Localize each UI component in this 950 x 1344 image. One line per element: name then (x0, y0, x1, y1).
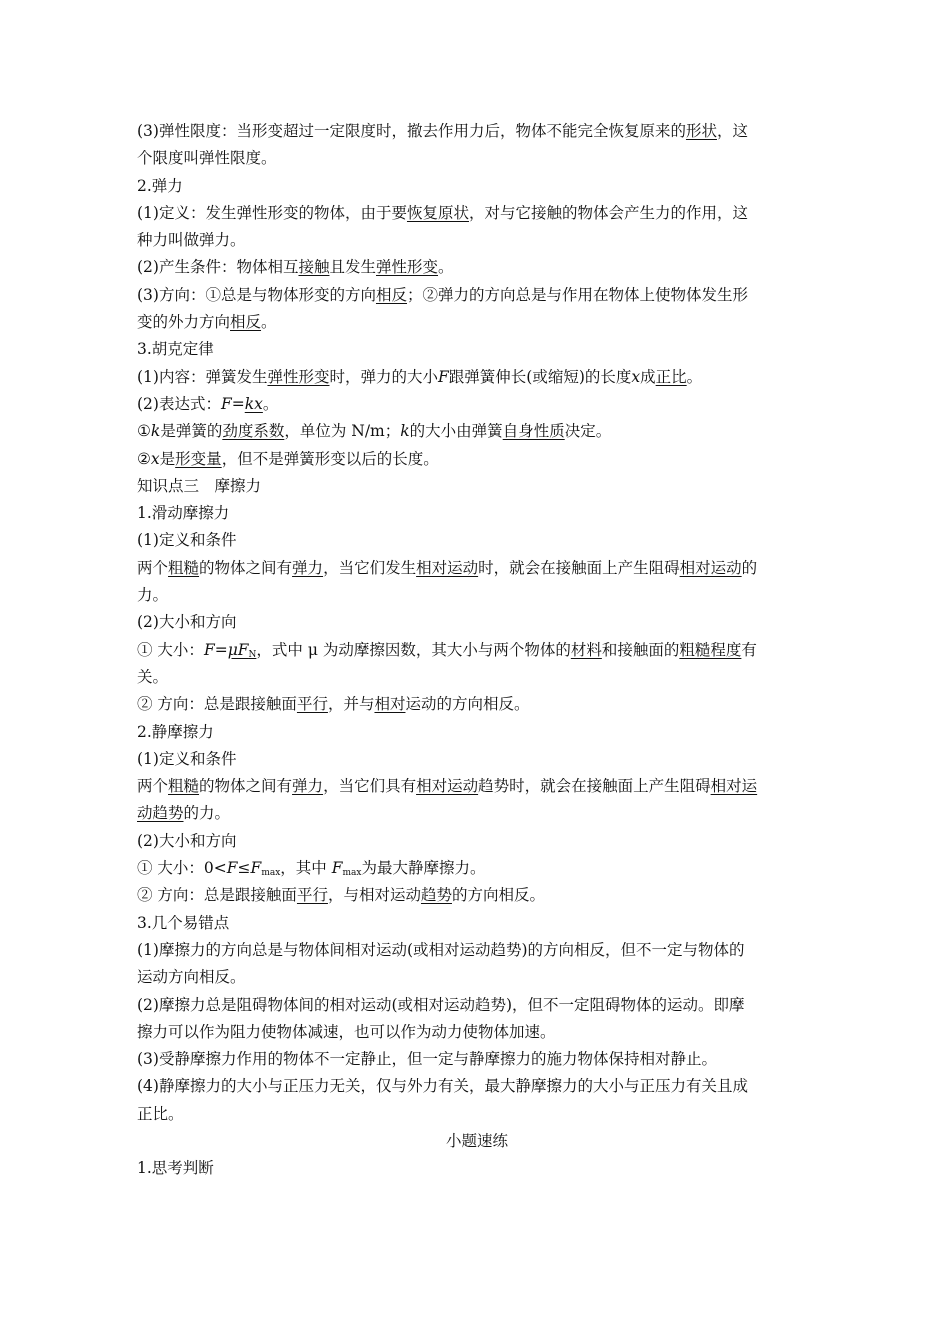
text: 。 (686, 367, 703, 386)
text: ；②弹力的方向总是与作用在物体上使物体发生形 (406, 285, 748, 304)
text-line (137, 418, 817, 445)
text-line (137, 691, 817, 718)
answer-blank: 弹力 (292, 558, 324, 577)
answer-blank: 粗糙 (168, 777, 200, 796)
text: ，当它们具有 (323, 777, 417, 796)
text-line (137, 282, 817, 309)
text: ① (137, 422, 151, 441)
text: 变的外力方向 (137, 313, 231, 332)
subscript: max (342, 868, 362, 879)
section-heading: 3.几个易错点 (137, 913, 230, 932)
text: ，其中 (280, 859, 332, 878)
text-line: 个限度叫弹性限度。 (137, 149, 277, 168)
answer-blank: 恢复原状 (406, 203, 469, 222)
math-var: x (150, 449, 160, 468)
text: ，并与 (327, 695, 375, 714)
text: ≤ (237, 859, 251, 878)
document-body (137, 118, 817, 1183)
text-line (137, 254, 817, 281)
text: 的物体之间有 (199, 558, 293, 577)
text: 。 (261, 313, 277, 332)
text-line (137, 118, 817, 145)
answer-blank: 趋势 (420, 886, 452, 905)
text: 时，就会在接触面上产生阻碍 (478, 558, 680, 577)
text: 趋势时，就会在接触面上产生阻碍 (478, 777, 711, 796)
text: (2)产生条件：物体相互 (137, 258, 299, 277)
text-line (137, 391, 817, 418)
text-line (137, 309, 817, 336)
answer-blank: 动趋势 (137, 804, 184, 823)
answer-blank: 平行 (296, 695, 328, 714)
text: 有 (741, 640, 757, 659)
answer-blank: 弹力 (292, 777, 324, 796)
text: 运动的方向相反。 (405, 695, 530, 714)
text: 是 (159, 449, 176, 468)
subsection-heading: (1)定义和条件 (137, 749, 237, 768)
math-var: F (226, 859, 238, 878)
text: 。 (262, 394, 279, 413)
text-line: 擦力可以作为阻力使物体减速，也可以作为动力使物体加速。 (137, 1022, 556, 1041)
text: 的方向相反。 (451, 886, 545, 905)
text-line (137, 446, 817, 473)
answer-blank: 形变量 (175, 449, 222, 468)
text: (3)方向：①总是与物体形变的方向 (137, 285, 376, 304)
answer-blank: 粗糙程度 (679, 640, 742, 659)
answer-blank: 自身性质 (502, 422, 565, 441)
text-line: (1)摩擦力的方向总是与物体间相对运动(或相对运动趋势)的方向相反，但不一定与物体的 (137, 940, 745, 959)
text: 两个 (137, 558, 169, 577)
section-heading: 1.思考判断 (137, 1159, 214, 1178)
text: ② (137, 449, 151, 468)
text: = (231, 394, 245, 413)
text: 的力。 (183, 804, 231, 823)
text-line (137, 555, 817, 582)
subscript: N (248, 649, 257, 660)
text: 成 (640, 367, 656, 386)
math-var: F (250, 859, 262, 878)
text: = (214, 640, 228, 659)
text: (1)定义：发生弹性形变的物体，由于要 (137, 203, 407, 222)
text: 。 (438, 258, 454, 277)
subsection-heading: (2)大小和方向 (137, 831, 237, 850)
text: ，单位为 N/m； (284, 422, 401, 441)
math-expr: kx (244, 394, 263, 413)
text-line (137, 637, 817, 664)
math-var: k (150, 422, 161, 441)
section-heading: 1.滑动摩擦力 (137, 504, 230, 523)
answer-blank: 相反 (375, 285, 407, 304)
text: ② 方向：总是跟接触面 (137, 695, 297, 714)
text: 和接触面的 (601, 640, 680, 659)
knowledge-point-heading: 知识点三 摩擦力 (137, 476, 262, 495)
text: (2)表达式： (137, 394, 221, 413)
answer-blank: 劲度系数 (222, 422, 285, 441)
text: ② 方向：总是跟接触面 (137, 886, 297, 905)
text-line (137, 200, 817, 227)
text-line: (4)静摩擦力的大小与正压力无关，仅与外力有关，最大静摩擦力的大小与正压力有关且成 (137, 1077, 748, 1096)
answer-blank (245, 395, 263, 413)
text-line (137, 364, 817, 391)
text-line: 种力叫做弹力。 (137, 231, 246, 250)
math-var: k (400, 422, 410, 441)
text-line: 力。 (137, 586, 169, 605)
answer-blank: 相对运动 (416, 777, 479, 796)
math-var: F (438, 367, 449, 386)
math-var: F (331, 859, 343, 878)
text-line: (2)摩擦力总是阻碍物体间的相对运动(或相对运动趋势)，但不一定阻碍物体的运动。即摩 (137, 995, 745, 1014)
answer-blank: 形状 (685, 122, 717, 140)
answer-blank: 粗糙 (168, 558, 200, 577)
math-var: F (220, 394, 232, 413)
text-line: (3)受静摩擦力作用的物体不一定静止，但一定与静摩擦力的施力物体保持相对静止。 (137, 1050, 717, 1069)
text: 是弹簧的 (160, 422, 223, 441)
section-heading: 2.静摩擦力 (137, 722, 214, 741)
text: 时，弹力的大小 (329, 367, 438, 386)
section-heading: 3.胡克定律 (137, 340, 214, 359)
answer-blank: 接触 (298, 258, 330, 277)
text: 且发生 (329, 258, 376, 277)
answer-blank: 弹性形变 (267, 367, 330, 386)
answer-blank: 相对运动 (416, 558, 479, 577)
answer-blank: 相对 (374, 695, 406, 714)
answer-blank (228, 641, 257, 659)
text: ，式中 μ 为动摩擦因数，其大小与两个物体的 (256, 640, 571, 659)
text: (1)内容：弹簧发生 (137, 367, 268, 386)
text-line (137, 773, 817, 800)
text: ，对与它接触的物体会产生力的作用，这 (468, 203, 748, 222)
answer-blank: 相对运动 (679, 558, 742, 577)
text: 决定。 (564, 422, 612, 441)
text: 跟弹簧伸长(或缩短)的长度 (448, 367, 632, 386)
answer-blank: 材料 (570, 640, 602, 659)
text: ，这 (716, 122, 748, 140)
answer-blank: 弹性形变 (376, 258, 439, 277)
text: ，当它们发生 (323, 558, 417, 577)
subsection-heading: (1)定义和条件 (137, 531, 237, 550)
math-expr: μF (227, 640, 249, 659)
text: (3)弹性限度：当形变超过一定限度时，撤去作用力后，物体不能完全恢复原来的 (137, 122, 686, 140)
text-line: 正比。 (137, 1104, 184, 1123)
text-line: 运动方向相反。 (137, 968, 246, 987)
text: ，但不是弹簧形变以后的长度。 (221, 449, 439, 468)
text: ，与相对运动 (327, 886, 421, 905)
text-line (137, 855, 817, 882)
text: 两个 (137, 777, 169, 796)
subscript: max (261, 868, 281, 879)
text-line (137, 800, 817, 827)
answer-blank: 相反 (230, 313, 262, 332)
text: ① 大小： (137, 640, 204, 659)
math-var: F (203, 640, 215, 659)
text: 的大小由弹簧 (409, 422, 503, 441)
text-line (137, 882, 817, 909)
practice-heading: 小题速练 (445, 1131, 508, 1150)
text: 的物体之间有 (199, 777, 293, 796)
section-heading: 2.弹力 (137, 176, 183, 195)
answer-blank: 相对运 (710, 777, 758, 796)
text-line: 关。 (137, 667, 169, 686)
text: 的 (741, 558, 758, 577)
subsection-heading: (2)大小和方向 (137, 613, 237, 632)
answer-blank: 正比 (655, 367, 687, 386)
text: 为最大静摩擦力。 (361, 859, 486, 878)
math-var: x (631, 367, 641, 386)
text: ① 大小：0< (137, 859, 227, 878)
answer-blank: 平行 (296, 886, 328, 905)
